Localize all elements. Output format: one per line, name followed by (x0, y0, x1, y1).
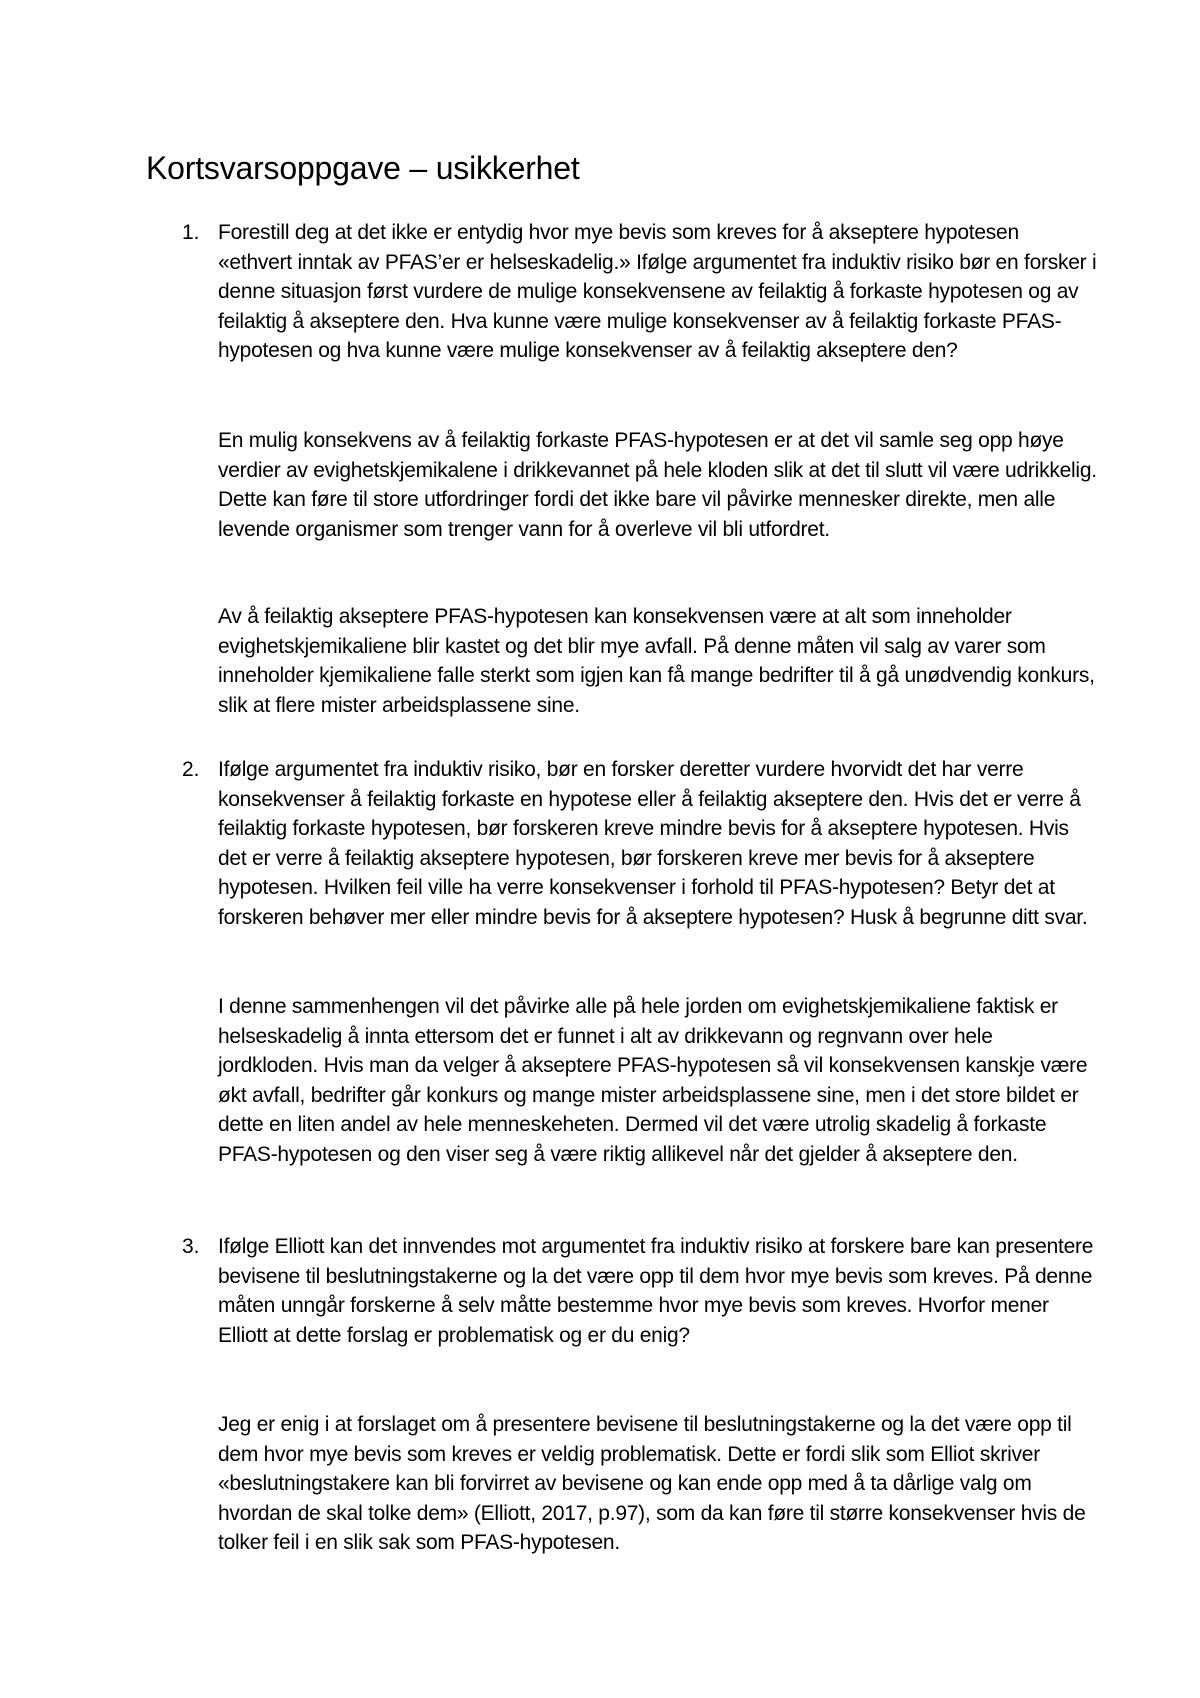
question-number: 3. (182, 1235, 200, 1258)
answer-paragraph: En mulig konsekvens av å feilaktig forkaste PFAS-hypotesen er at det vil samle seg opp høye verdier av evighetskjemikalene i drikkevannet på hele kloden slik at det til slutt vil være udrikkelig. Dette kan føre til store utfordringer fordi det ikke bare vil påvirke mennesker direkte, men alle levende organismer som trenger vann for å overleve vil bli utfordret. (218, 429, 1097, 541)
question-number: 2. (182, 758, 200, 781)
answer-paragraph: Av å feilaktig akseptere PFAS-hypotesen kan konsekvensen være at alt som inneholder evighetskjemikaliene blir kastet og det blir mye avfall. På denne måten vil salg av varer som inneholder kjemikaliene falle sterkt som igjen kan få mange bedrifter til å gå unødvendig konkurs, slik at flere mister arbeidsplassene sine. (218, 605, 1095, 717)
question-number: 1. (182, 221, 200, 244)
answer-paragraph: Jeg er enig i at forslaget om å presentere bevisene til beslutningstakerne og la det være opp til dem hvor mye bevis som kreves er veldig problematisk. Dette er fordi slik som Elliot skriver «beslutningstakere kan bli forvirret av bevisene og kan ende opp med å ta dårlige valg om hvordan de skal tolke dem» (Elliott, 2017, p.97), som da kan føre til større konsekvenser hvis de tolker feil i en slik sak som PFAS-hypotesen. (218, 1413, 1086, 1554)
question-text: Ifølge argumentet fra induktiv risiko, bør en forsker deretter vurdere hvorvidt det har verre konsekvenser å feilaktig forkaste en hypotese eller å feilaktig akseptere den. Hvis det er verre å feilaktig forkaste hypotesen, bør forskeren kreve mindre bevis for å akseptere hypotesen. Hvis det er verre å feilaktig akseptere hypotesen, bør forskeren kreve mer bevis for å akseptere hypotesen. Hvilken feil ville ha verre konsekvenser i forhold til PFAS-hypotesen? Betyr det at forskeren behøver mer eller mindre bevis for å akseptere hypotesen? Husk å begrunne ditt svar. (218, 758, 1088, 929)
question-text: Ifølge Elliott kan det innvendes mot argumentet fra induktiv risiko at forskere bare kan presentere bevisene til beslutningstakerne og la det være opp til dem hvor mye bevis som kreves. På denne måten unngår forskerne å selv måtte bestemme hvor mye bevis som kreves. Hvorfor mener Elliott at dette forslag er problematisk og er du enig? (218, 1235, 1094, 1347)
document-title: Kortsvarsoppgave – usikkerhet (146, 150, 580, 186)
question-text: Forestill deg at det ikke er entydig hvor mye bevis som kreves for å akseptere hypotesen «ethvert inntak av PFAS’er er helseskadelig.» Ifølge argumentet fra induktiv risiko bør en forsker i denne situasjon først vurdere de mulige konsekvensene av feilaktig å forkaste hypotesen og av feilaktig å akseptere den. Hva kunne være mulige konsekvenser av å feilaktig forkaste PFAS-hypotesen og hva kunne være mulige konsekvenser av å feilaktig akseptere den? (218, 221, 1097, 362)
answer-paragraph: I denne sammenhengen vil det påvirke alle på hele jorden om evighetskjemikaliene faktisk er helseskadelig å innta ettersom det er funnet i alt av drikkevann og regnvann over hele jordkloden. Hvis man da velger å akseptere PFAS-hypotesen så vil konsekvensen kanskje være økt avfall, bedrifter går konkurs og mange mister arbeidsplassene sine, men i det store bildet er dette en liten andel av hele menneskeheten. Dermed vil det være utrolig skadelig å forkaste PFAS-hypotesen og den viser seg å være riktig allikevel når det gjelder å akseptere den. (218, 995, 1088, 1166)
